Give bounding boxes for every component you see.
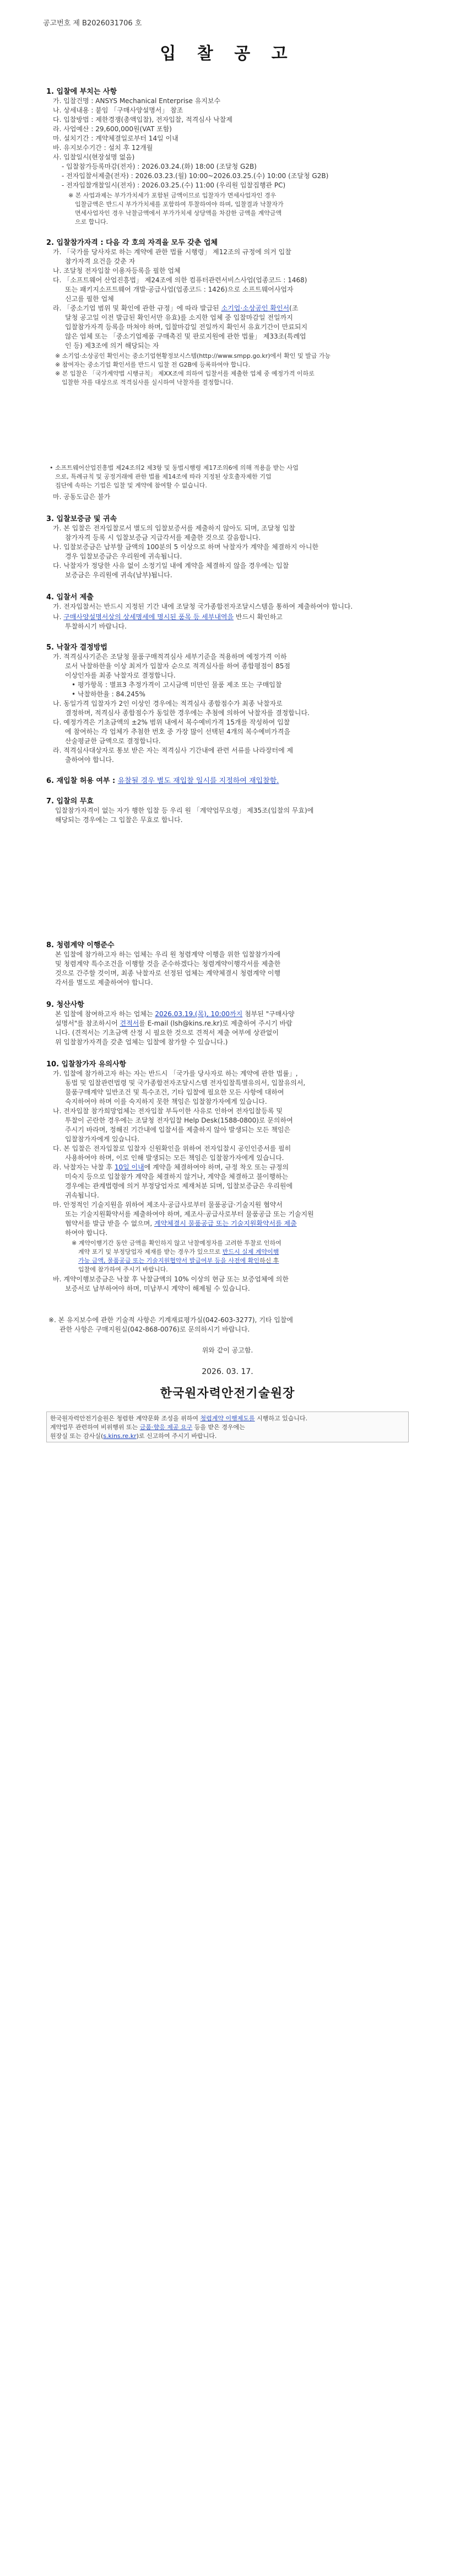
s1-item: 가. 입찰건명 : ANSYS Mechanical Enterprise 유지보수 [53,97,221,105]
s8-line: 본 입찰에 참가하고자 하는 업체는 우리 원 청렴계약 이행을 위한 입찰참가자에 [55,951,281,958]
s3-line: 다. 낙찰자가 정당한 사유 없이 소정기일 내에 계약을 체결하지 않을 경우에는 입찰 [53,562,289,570]
s3-line: 보증금은 우리원에 귀속(납부)됩니다. [65,571,172,579]
s10-line: 숙지하여야 하며 이를 숙지하지 못한 책임은 입찰참가자에게 있습니다. [65,1098,267,1105]
spec-doc-link[interactable]: 구매사양설명서상의 상세명세에 명시된 품목 등 세부내역을 [63,613,234,621]
s2-line: 마. 공동도급은 불가 [53,493,111,501]
s5-line: • 낙찰하한율 : 84.245% [72,690,145,698]
s10-line: 하여야 합니다. [65,1229,108,1237]
s1-sub: - 입찰참가등록마감(전자) : 2026.03.24.(화) 18:00 (조달청 G2B) [62,163,257,170]
s10-note: 가능 금액, 물품공급 또는 기술지원협약서 발급여부 등을 사전에 확인하신 후 [78,1257,279,1264]
s2-line: 라. 「중소기업 범위 및 확인에 관한 규정」에 따라 발급된 소기업·소상공인 확인서(조 [53,304,299,312]
quotation-text: 견적서 [120,1019,139,1027]
s10-line: 협약서를 발급 받을 수 없으며, 계약체결시 물품공급 또는 기술지원확약서를 제출 [65,1220,297,1227]
s10-line: 또는 기술지원확약서를 제출하여야 하며, 제조사·공급사로부터 물품공급 또는 기술지원 [65,1210,314,1218]
s5-line: 결정하며, 적격심사 종합점수가 동일한 경우에는 추첨에 의하여 낙찰자를 결정합니다. [65,709,310,717]
s2-bullet: 으로, 특례규칙 및 공정거래에 관한 법률 제14조에 따라 지정된 상호출자제한 기업 [55,473,272,480]
s10-line: 라. 낙찰자는 낙찰 후 10일 이내에 계약을 체결하여야 하며, 규정 착오 또는 규정의 [53,1163,289,1171]
s2-line: 다. 「소프트웨어 산업진흥법」 제24조에 의한 컴퓨터관련서비스사업(업종코드 : 1468) [53,276,307,284]
s10-line: 가. 입찰에 참가하고자 하는 자는 반드시 「국가를 당사자로 하는 계약에 관한 법률」, [53,1070,298,1077]
s9-line: 니다. (견적서는 기초금액 산정 시 필요한 것으로 견적서 제출 여부에 상관없이 [55,1029,279,1037]
s10-line: 나. 전자입찰 참가희망업체는 전자입찰 부득이한 사유로 인하여 전자입찰등록 및 [53,1107,283,1115]
s8-line: 각서를 별도로 제출하여야 합니다. [55,979,153,986]
contact-line: 관한 사항은 구매지원실(042-868-0076)로 문의하시기 바랍니다. [59,1325,250,1333]
page-title: 입 찰 공 고 [160,44,295,63]
box-line: 한국원자력안전기술원은 청렴한 계약문화 조성을 위하여 청렴계약 이행제도를 시행하고 있습니다. [50,1415,308,1422]
report-link[interactable]: s.kins.re.kr [103,1432,137,1440]
section-8-heading: 8. 청렴계약 이행준수 [46,941,115,949]
organization-name: 한국원자력안전기술원장 [160,1387,295,1400]
section-5-heading: 5. 낙찰자 결정방법 [46,643,107,652]
s5-line: 로서 낙찰하한율 이상 최저가 입찰자 순으로 적격심사를 하여 종합평점이 85점 [65,662,290,670]
integrity-notice-box [46,1412,409,1442]
certificate-link[interactable]: 소기업·소상공인 확인서 [221,304,290,312]
section-2-heading: 2. 입찰참가자격 : 다음 각 호의 자격을 모두 갖춘 업체 [46,239,218,247]
support-agreement-text: 계약체결시 물품공급 또는 기술지원확약서를 제출 [154,1220,297,1227]
s9-line: 본 입찰에 참여하고자 하는 업체는 2026.03.19.(목), 10:00까지 첨부된 "구매사양 [55,1010,295,1018]
s5-line: 출하여야 합니다. [65,756,114,764]
s4-line: 투찰하시기 바랍니다. [65,622,127,630]
s2-line: 인 등) 제3조에 의거 해당되는 자 [65,342,159,350]
s4-line: 가. 전자입찰서는 반드시 지정된 기간 내에 조달청 국가종합전자조달시스템을 통하여 제출하여야 합니다. [53,603,353,610]
s1-item: 바. 유지보수기간 : 설치 후 12개월 [53,144,153,152]
s10-line: 입찰참가자에게 있습니다. [65,1135,140,1143]
ten-days-text: 10일 이내 [114,1163,144,1171]
s3-line: 참가자격 등록 시 입찰보증금 지급각서를 제출한 것으로 갈음합니다. [65,534,261,541]
section-4-heading: 4. 입찰서 제출 [46,593,94,602]
s2-note: ※ 본 입찰은 「국가계약법 시행규칙」 제XX조에 의하여 입찰서를 제출한 업체 중 예정가격 이하로 [55,370,315,377]
s10-line: 바. 계약이행보증금은 낙찰 후 낙찰금액의 10% 이상의 현금 또는 보증업체에 의한 [53,1275,289,1283]
s3-line: 가. 본 입찰은 전자입찰로서 별도의 입찰보증서를 제출하지 않아도 되며, 조달청 입찰 [53,524,295,532]
s10-note: ※ 계약이행기간 동안 금액을 확인하지 않고 낙찰예정자를 고려한 투찰로 인하여 [72,1239,281,1247]
closing-text: 위와 같이 공고함. [202,1346,253,1354]
box-line: 원장실 또는 감사실(s.kins.re.kr)로 신고하여 주시기 바랍니다. [50,1432,217,1440]
s1-note: 으로 합니다. [75,218,109,226]
s2-line: 달청 공고일 이전 발급된 확인서만 유효)를 소지한 업체 중 입찰마감일 전일까지 [65,314,293,321]
s1-note: 입찰금액은 반드시 부가가치세를 포함하여 투찰하여야 하며, 입찰결과 낙찰자가 [75,201,284,208]
s10-line: 마. 안정적인 기술지원을 위하여 제조사·공급사로부터 물품공급·기술지원 협약서 [53,1201,283,1209]
s5-line: • 평가항목 : 별표3 추정가격이 고시금액 미만인 물품 제조 또는 구매입찰 [72,681,282,689]
s1-item: 라. 사업예산 : 29,600,000원(VAT 포함) [53,125,172,133]
section-7-heading: 7. 입찰의 무효 [46,797,94,806]
s8-line: 및 청렴계약 특수조건을 이행할 것을 준수하겠다는 청렴계약이행각서를 제출한 [55,960,281,968]
s5-line: 나. 동일가격 입찰자가 2인 이상인 경우에는 적격심사 종합점수가 최종 낙찰자로 [53,700,283,707]
s1-sub: - 전자입찰서제출(전자) : 2026.03.23.(월) 10:00~2026.03.25.(수) 10:00 (조달청 G2B) [62,172,329,180]
s2-line: 나. 조달청 전자입찰 이용자등록을 필한 업체 [53,267,181,275]
s2-line: 신고를 필한 업체 [65,295,114,303]
s1-item: 나. 상세내용 : 붙임 「구매사양설명서」 참조 [53,106,183,114]
section-1-heading: 1. 입찰에 부치는 사항 [46,88,117,96]
s5-line: 다. 예정가격은 기초금액의 ±2% 범위 내에서 복수예비가격 15개를 작성하여 입찰 [53,718,290,726]
s10-note: 계약 포기 및 부정당업자 제재를 받는 경우가 있으므로 반드시 실제 계약이행 [78,1248,279,1255]
s1-item: 마. 설치기간 : 계약체결일로부터 14일 이내 [53,135,178,142]
s10-line: 미숙지 등으로 입찰참가 계약을 체결하지 않거나, 계약을 체결하고 불이행하는 [65,1173,289,1180]
s5-line: 가. 적격심사기준은 조달청 물품구매적격심사 세부기준을 적용하며 예정가격 이하 [53,653,287,661]
s4-line: 나. 구매사양설명서상의 상세명세에 명시된 품목 등 세부내역을 반드시 확인하고 [53,613,283,621]
s9-line: 위 입찰참가자격을 갖춘 업체는 입찰에 참가할 수 있습니다.) [55,1038,228,1046]
deadline-date: 2026.03.19.(목), 10:00까지 [155,1010,243,1018]
s10-line: 귀속됩니다. [65,1192,99,1199]
s10-line: 사용하여야 하며, 이로 인해 발생되는 모든 책임은 입찰참가자에게 있습니다. [65,1154,284,1162]
s7-line: 해당되는 경우에는 그 입찰은 무효로 합니다. [55,816,183,824]
notice-date: 2026. 03. 17. [202,1367,253,1376]
rebid-text: 유찰될 경우 별도 재입찰 일시를 지정하여 재입찰함. [117,777,279,785]
s7-line: 입찰참가자격이 없는 자가 행한 입찰 등 우리 원 「계약업무요령」 제35조(입찰의 무효)에 [55,807,314,814]
s2-note: 입찰한 자를 대상으로 적격심사를 실시하여 낙찰자를 결정합니다. [62,379,234,386]
s3-line: 경우 입찰보증금은 우리원에 귀속됩니다. [65,552,182,560]
s2-note: ※ 참여자는 중소기업 확인서를 반드시 입찰 전 G2B에 등록하여야 합니다. [55,361,251,368]
s10-line: 다. 본 입찰은 전자입찰로 입찰자 신원확인을 위하여 전자입찰시 공인인증서를 필히 [53,1145,291,1152]
s5-line: 산술평균한 금액으로 결정합니다. [65,737,161,745]
s10-line: 보증서로 납부하여야 하며, 미납부시 계약이 해제될 수 있습니다. [65,1285,250,1292]
s2-line: 가. 「국가를 당사자로 하는 계약에 관한 법률 시행령」 제12조의 규정에 의거 입찰 [53,248,291,256]
contact-line: ※. 본 유지보수에 관한 기술적 사항은 기계재료평가실(042-603-3277), 기타 입찰에 [48,1316,293,1324]
s10-line: 물품구매계약 일반조건 및 특수조건, 기타 입찰에 필요한 모든 사항에 대하여 [65,1088,284,1096]
s10-line: 경우에는 관계법령에 의거 부정당업자로 제재처분 되며, 입찰보증금은 우리원에 [65,1182,293,1190]
section-6-heading: 6. 재입찰 허용 여부 : 유찰될 경우 별도 재입찰 일시를 지정하여 재입찰함. [46,777,279,785]
s2-note: ※ 소기업·소상공인 확인서는 중소기업현황정보시스템(http://www.smpp.go.kr)에서 확인 및 발급 가능 [55,352,331,359]
s2-bullet: 집단에 속하는 기업은 입찰 및 계약에 참여할 수 없습니다. [55,482,207,489]
notice-number: 공고번호 제 B2026031706 호 [43,19,142,28]
section-10-heading: 10. 입찰참가자 유의사항 [46,1060,127,1069]
s9-line: 설명서"를 참조하시어 견적서를 E-mail (lsh@kins.re.kr)로 제출하여 주시기 바랍 [55,1019,292,1027]
s8-line: 것으로 간주할 것이며, 최종 낙찰자로 선정된 업체는 계약체결시 청렴계약 이행 [55,969,281,977]
s5-line: 라. 적격심사대상자로 통보 받은 자는 적격심사 기간내에 관련 서류를 나라장터에 제 [53,747,294,754]
s2-line: 참가자격 요건을 갖춘 자 [65,257,136,265]
s10-line: 동법 및 입찰관련법령 및 국가종합전자조달시스템 전자입찰특별유의서, 입찰유의서, [65,1079,306,1087]
s10-line: 투찰이 곤란한 경우에는 조달청 전자입찰 Help Desk(1588-0800)로 문의하여 [65,1117,293,1124]
s1-item: 다. 입찰방법 : 제한경쟁(총액입찰), 전자입찰, 적격심사 낙찰제 [53,116,232,124]
s5-line: 에 참여하는 각 업체가 추첨한 번호 중 가장 많이 선택된 4개의 복수예비가격을 [65,728,290,736]
s1-note: 면세사업자인 경우 낙찰금액에서 부가가치세 상당액을 차감한 금액을 계약금액 [75,210,282,217]
s10-note: 입찰에 참가하여 주시기 바랍니다. [78,1266,168,1273]
s3-line: 나. 입찰보증금은 납부할 금액의 100분의 5 이상으로 하며 낙찰자가 계약을 체결하지 아니한 [53,543,319,551]
s1-sub: - 전자입찰개찰일시(전자) : 2026.03.25.(수) 11:00 (우리원 입찰집행관 PC) [62,181,286,189]
s5-line: 이상인자를 최종 낙찰자로 결정합니다. [65,672,176,679]
s2-line: 입찰참가자격 등록을 마쳐야 하며, 입찰마감일 전일까지 확인서 유효기간이 만료되지 [65,323,308,331]
s1-item: 사. 입찰일시(현장설명 없음) [53,153,135,161]
section-9-heading: 9. 청산사항 [46,1001,84,1009]
s1-note: ※ 본 사업과제는 부가가치세가 포함된 금액이므로 입찰자가 면세사업자인 경우 [68,192,277,199]
s2-line: 않은 업체 또는 「중소기업제품 구매촉진 및 판로지원에 관한 법률」 제33조(특례업 [65,332,306,340]
s2-bullet: • 소프트웨어산업진흥법 제24조의2 제3항 및 동법시행령 제17조의6에 의해 적용을 받는 사업 [50,464,299,471]
box-line: 계약업무 관련하여 비위행위 또는 금품·향응 제공 요구 등을 받은 경우에는 [50,1424,245,1431]
s10-line: 주시기 바라며, 정해진 기간내에 입찰서를 제출하지 않아 발생되는 모든 책임은 [65,1126,291,1134]
section-3-heading: 3. 입찰보증금 및 귀속 [46,515,117,523]
s2-line: 또는 패키지소프트웨어 개발·공급사업(업종코드 : 1426)으로 소프트웨어사업자 [65,286,294,293]
